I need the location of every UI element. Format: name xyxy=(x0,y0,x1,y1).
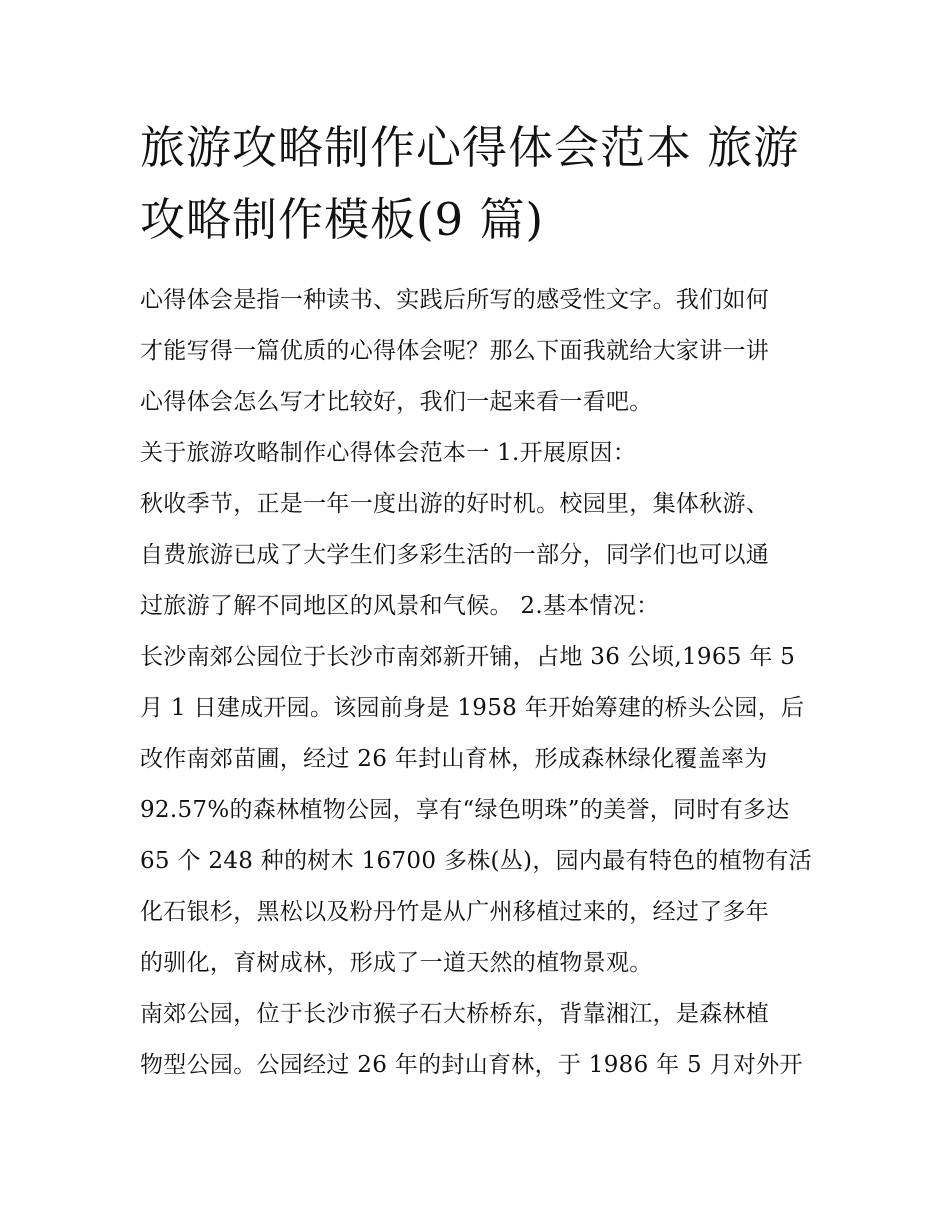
paragraph-line: 秋收季节，正是一年一度出游的好时机。校园里，集体秋游、 xyxy=(140,491,770,517)
paragraph-line: 南郊公园，位于长沙市猴子石大桥桥东，背靠湘江，是森林植 xyxy=(140,1001,770,1027)
document-title: 旅游攻略制作心得体会范本 旅游攻略制作模板(9 篇) xyxy=(140,121,800,246)
paragraph-line: 心得体会怎么写才比较好，我们一起来看一看吧。 xyxy=(140,389,653,415)
paragraph-line: 92.57%的森林植物公园，享有“绿色明珠”的美誉，同时有多达 xyxy=(140,797,790,823)
paragraph-line: 65 个 248 种的树木 16700 多株(丛)，园内最有特色的植物有活 xyxy=(140,848,812,874)
paragraph-line: 改作南郊苗圃，经过 26 年封山育林，形成森林绿化覆盖率为 xyxy=(140,746,768,772)
paragraph-line: 自费旅游已成了大学生们多彩生活的一部分，同学们也可以通 xyxy=(140,542,770,568)
paragraph-line: 月 1 日建成开园。该园前身是 1958 年开始筹建的桥头公园，后 xyxy=(140,695,805,721)
paragraph-line: 心得体会是指一种读书、实践后所写的感受性文字。我们如何 xyxy=(140,287,770,313)
paragraph-line: 化石银杉，黑松以及粉丹竹是从广州移植过来的，经过了多年 xyxy=(140,899,770,925)
paragraph-line: 过旅游了解不同地区的风景和气候。 2.基本情况： xyxy=(140,593,660,619)
paragraph-line: 的驯化，育树成林，形成了一道天然的植物景观。 xyxy=(140,950,653,976)
paragraph-line: 物型公园。公园经过 26 年的封山育林，于 1986 年 5 月对外开 xyxy=(140,1052,803,1078)
paragraph-line: 关于旅游攻略制作心得体会范本一 1.开展原因： xyxy=(140,440,637,466)
paragraph-line: 长沙南郊公园位于长沙市南郊新开铺，占地 36 公顷,1965 年 5 xyxy=(140,644,796,670)
paragraph-line: 才能写得一篇优质的心得体会呢？那么下面我就给大家讲一讲 xyxy=(140,338,770,364)
